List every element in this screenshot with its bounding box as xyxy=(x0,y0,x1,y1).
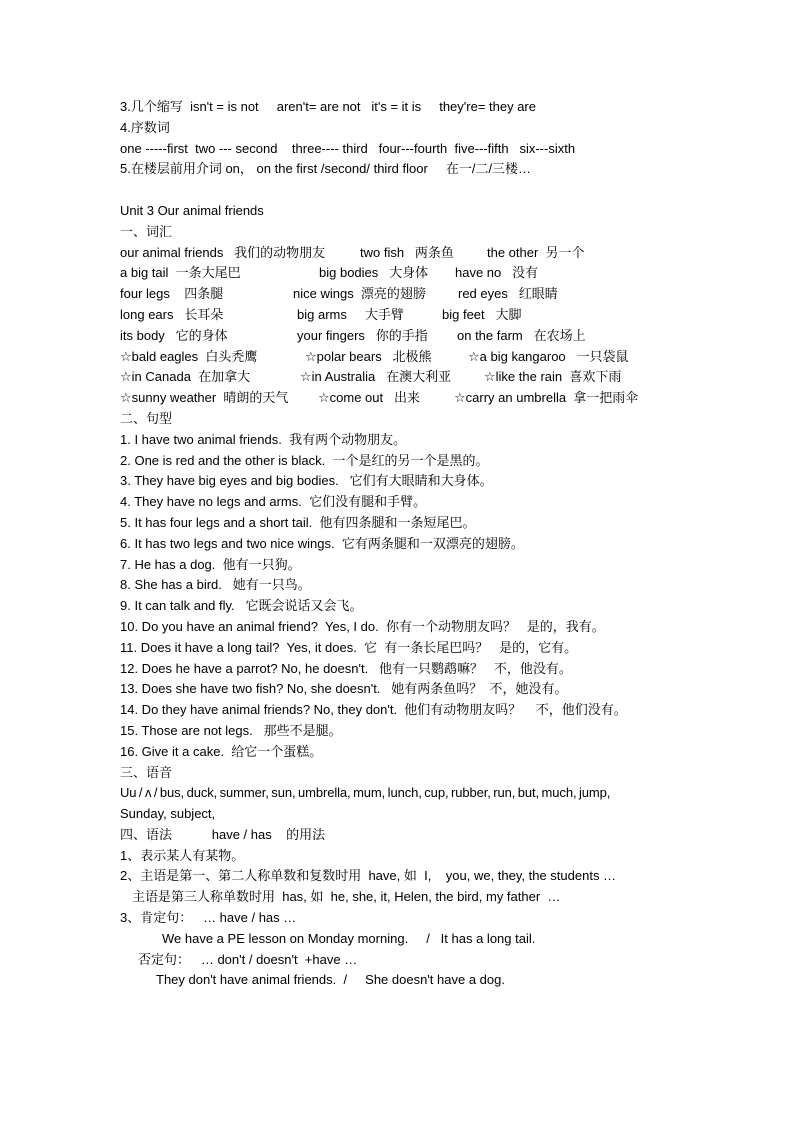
vocab-item: a big tail 一条大尾巴 xyxy=(120,265,241,281)
sentence-line: 8. She has a bird. 她有一只鸟。 xyxy=(120,577,311,593)
sentence-line: 9. It can talk and fly. 它既会说话又会飞。 xyxy=(120,598,363,614)
grammar-line: 2、主语是第一、第二人称单数和复数时用 have, 如 I, you, we, they, the students … xyxy=(120,868,617,884)
vocab-item: have no 没有 xyxy=(455,265,539,281)
ordinal-heading: 4.序数词 xyxy=(120,119,170,135)
example-sentence: We have a PE lesson on Monday morning. / It has a long tail. xyxy=(162,930,536,946)
vocab-item: your fingers 你的手指 xyxy=(297,327,428,343)
vocab-item: ☆in Canada 在加拿大 xyxy=(120,369,251,385)
sentence-line: 1. I have two animal friends. 我有两个动物朋友。 xyxy=(120,431,407,447)
vocab-item: ☆come out 出来 xyxy=(318,390,420,406)
sentence-line: 11. Does it have a long tail? Yes, it does. 它 有一条长尾巴吗？ 是的，它有。 xyxy=(120,639,578,655)
vocab-row xyxy=(120,326,700,347)
document-content xyxy=(120,97,700,991)
vocab-item: its body 它的身体 xyxy=(120,327,228,343)
vocab-row xyxy=(120,284,700,305)
vocab-item: on the farm 在农场上 xyxy=(457,327,586,343)
grammar-line: 否定句： … don't / doesn't +have … xyxy=(138,951,358,967)
vocab-item: four legs 四条腿 xyxy=(120,286,224,302)
vocab-heading: 一、词汇 xyxy=(120,223,173,239)
vocab-item: nice wings 漂亮的翅膀 xyxy=(293,286,426,302)
vocab-item: big bodies 大身体 xyxy=(319,265,429,281)
vocab-item: red eyes 红眼睛 xyxy=(458,286,558,302)
sentence-line: 15. Those are not legs. 那些不是腿。 xyxy=(120,722,342,738)
phonics-heading: 三、语音 xyxy=(120,764,173,780)
sentence-line: 2. One is red and the other is black. 一个是红的另一个是黑的。 xyxy=(120,452,489,468)
vocab-row xyxy=(120,347,700,368)
sentence-line: 12. Does he have a parrot? No, he doesn't. 他有一只鹦鹉嘛？ 不，他没有。 xyxy=(120,660,572,676)
vocab-item: ☆sunny weather 晴朗的天气 xyxy=(120,390,289,406)
sentence-line: 14. Do they have animal friends? No, they don't. 他们有动物朋友吗？ 不，他们没有。 xyxy=(120,702,627,718)
vocab-item: ☆a big kangaroo 一只袋鼠 xyxy=(468,348,629,364)
grammar-line: 1、表示某人有某物。 xyxy=(120,847,245,863)
phonics-line-continued: Sunday, subject, xyxy=(120,806,216,822)
vocab-item: ☆polar bears 北极熊 xyxy=(305,348,432,364)
vocab-item: ☆like the rain 喜欢下雨 xyxy=(484,369,622,385)
sentence-line: 13. Does she have two fish? No, she doesn't. 她有两条鱼吗？ 不，她没有。 xyxy=(120,681,568,697)
vocab-item: ☆carry an umbrella 拿一把雨伞 xyxy=(454,390,639,406)
sentence-line: 7. He has a dog. 他有一只狗。 xyxy=(120,556,301,572)
grammar-line: 主语是第三人称单数时用 has, 如 he, she, it, Helen, the bird, my father … xyxy=(132,889,561,905)
vocab-row xyxy=(120,243,700,264)
vocab-item: ☆in Australia 在澳大利亚 xyxy=(300,369,452,385)
sentence-line: 4. They have no legs and arms. 它们没有腿和手臂。 xyxy=(120,494,427,510)
vocab-item: our animal friends 我们的动物朋友 xyxy=(120,244,326,260)
phonics-line: Uu / ʌ / bus, duck, summer, sun, umbrella, mum, lunch, cup, rubber, run, but, much, jump, xyxy=(120,785,611,801)
example-sentence: They don't have animal friends. / She doesn't have a dog. xyxy=(156,972,505,988)
unit-title: Unit 3 Our animal friends xyxy=(120,202,264,218)
sentence-line: 5. It has four legs and a short tail. 他有四条腿和一条短尾巴。 xyxy=(120,514,476,530)
blank-line xyxy=(120,180,700,201)
sentence-line: 3. They have big eyes and big bodies. 它们有大眼睛和大身体。 xyxy=(120,473,493,489)
sentence-line: 10. Do you have an animal friend? Yes, I do. 你有一个动物朋友吗？ 是的，我有。 xyxy=(120,618,605,634)
sentence-line: 6. It has two legs and two nice wings. 它有两条腿和一双漂亮的翅膀。 xyxy=(120,535,524,551)
vocab-row xyxy=(120,367,700,388)
grammar-line: 3、肯定句： … have / has … xyxy=(120,910,297,926)
vocab-row xyxy=(120,305,700,326)
sentence-heading: 二、句型 xyxy=(120,410,173,426)
vocab-item: big feet 大脚 xyxy=(442,306,522,322)
grammar-heading: 四、语法 have / has 的用法 xyxy=(120,826,326,842)
ordinal-line: one -----first two --- second three---- third four---fourth five---fifth six---sixth xyxy=(120,140,576,156)
vocab-row xyxy=(120,388,700,409)
vocab-item: the other 另一个 xyxy=(487,244,585,260)
vocab-row xyxy=(120,263,700,284)
vocab-item: long ears 长耳朵 xyxy=(120,306,224,322)
sentence-line: 16. Give it a cake. 给它一个蛋糕。 xyxy=(120,743,323,759)
floor-preposition-line: 5.在楼层前用介词 on， on the first /second/ third floor 在一/二/三楼… xyxy=(120,161,532,177)
abbreviation-line: 3.几个缩写 isn't = is not aren't= are not it's = it is they're= they are xyxy=(120,99,536,114)
vocab-item: two fish 两条鱼 xyxy=(360,244,454,260)
vocab-item: ☆bald eagles 白头秃鹰 xyxy=(120,348,258,364)
vocab-item: big arms 大手臂 xyxy=(297,306,404,322)
